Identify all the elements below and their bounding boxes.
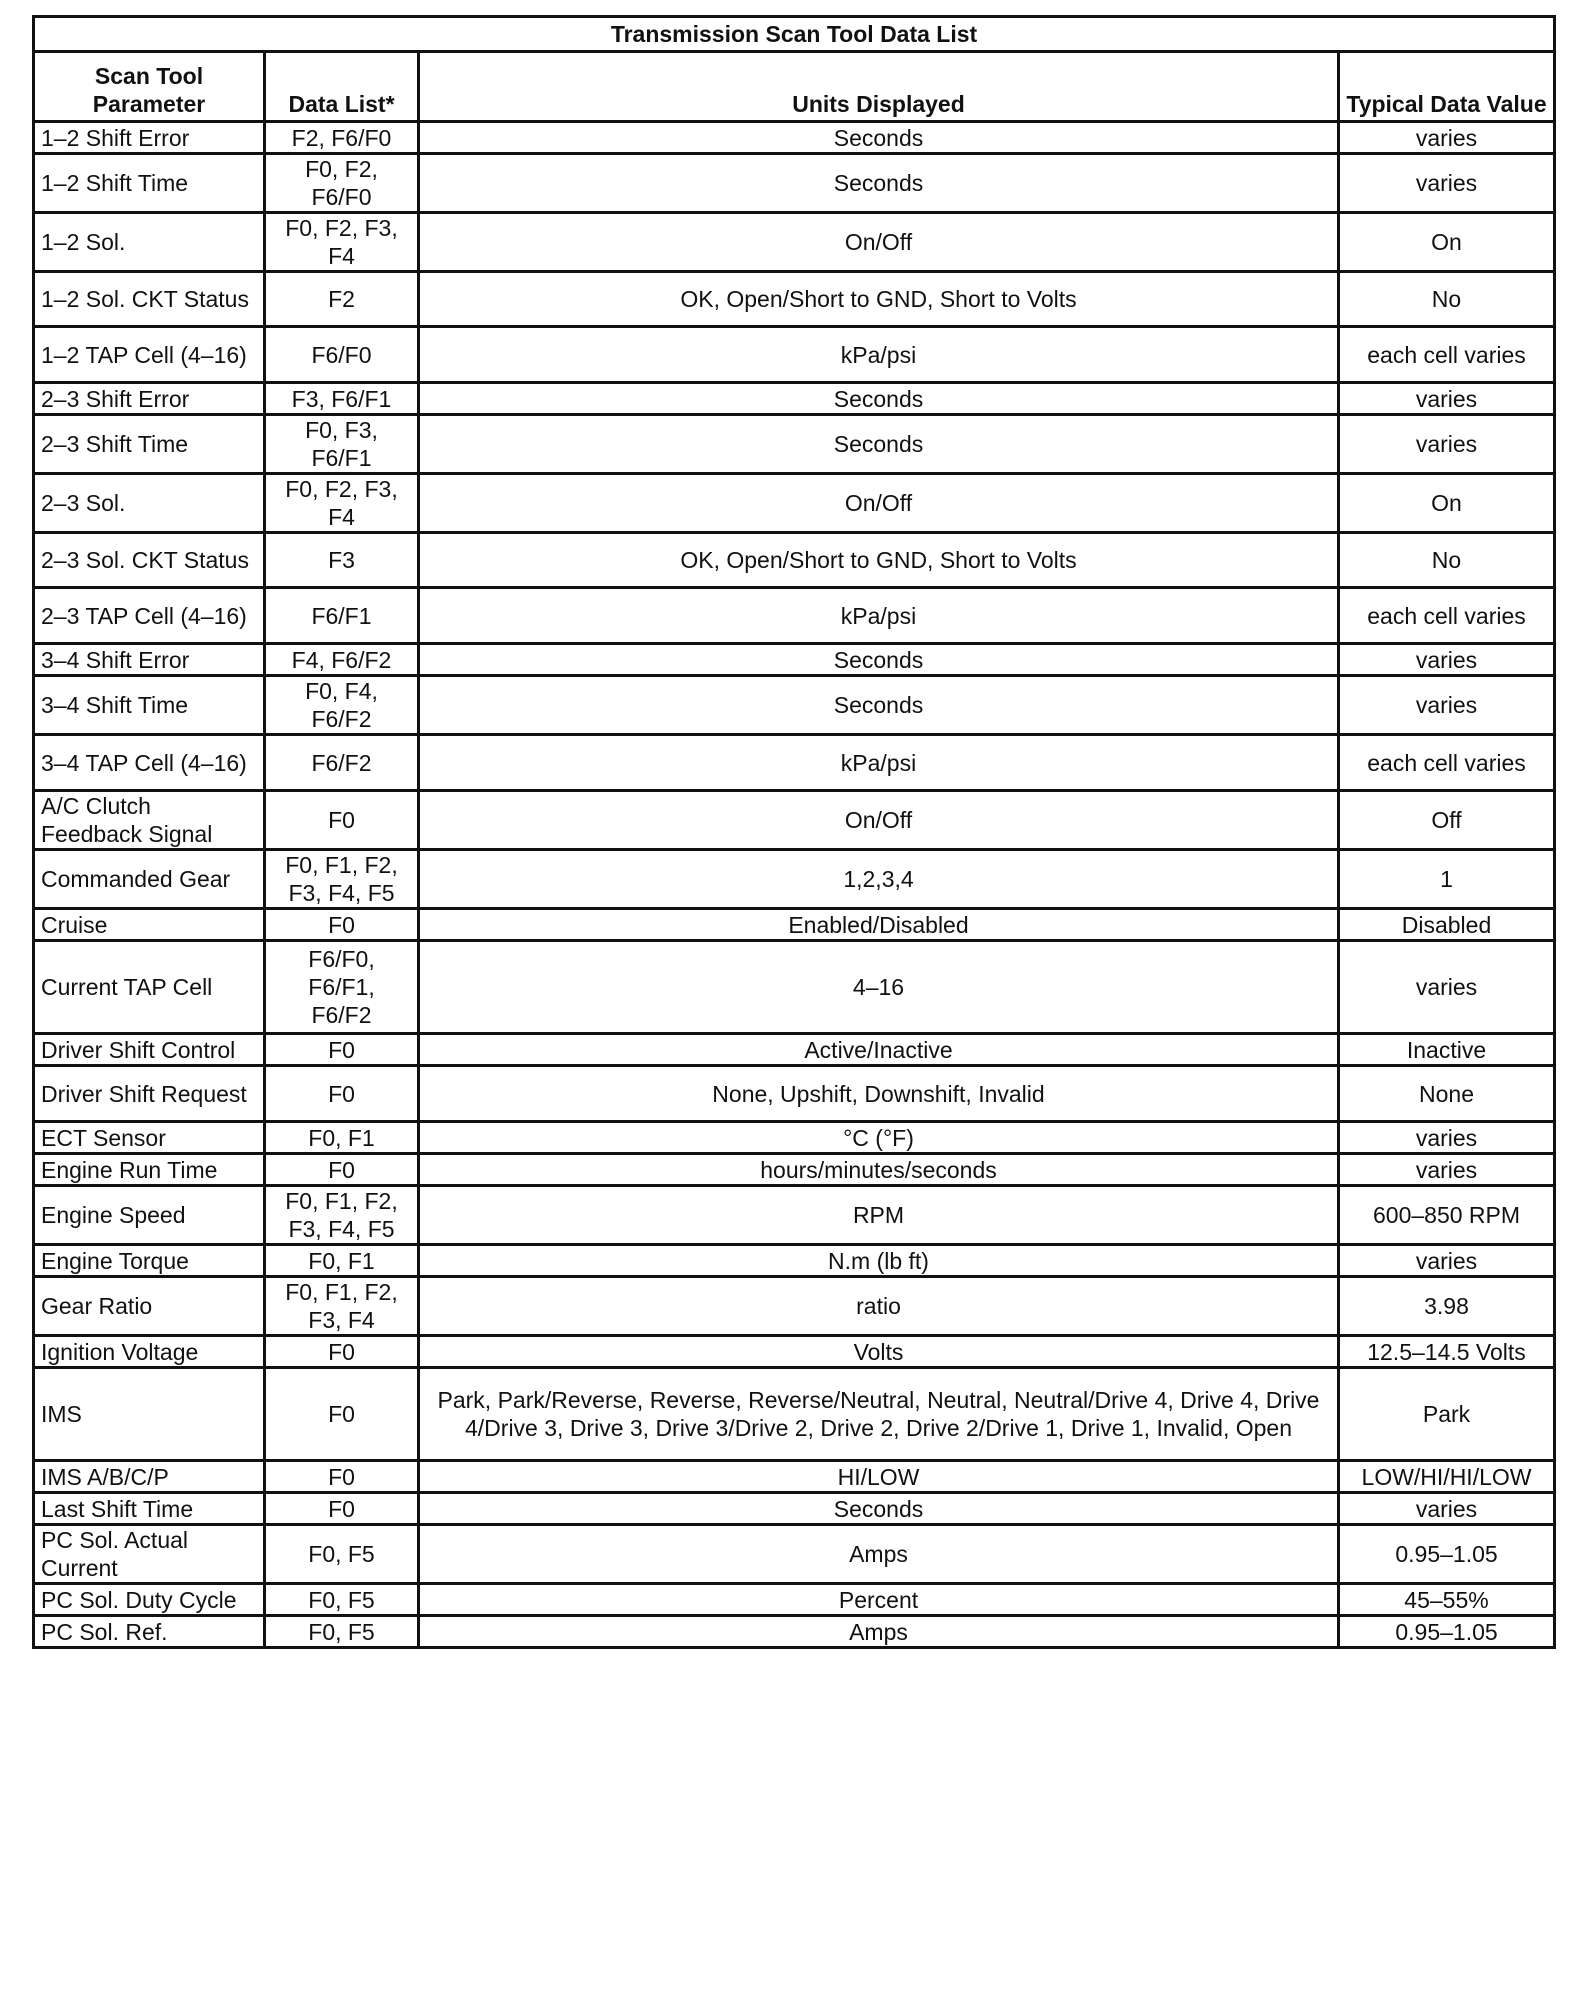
table-row [34, 941, 1555, 1034]
cell-data-list: F3, F6/F1 [265, 383, 419, 415]
cell-data-list: F0 [265, 1336, 419, 1368]
cell-parameter: 2–3 Sol. [34, 474, 265, 533]
cell-units: Seconds [419, 644, 1339, 676]
table-row [34, 272, 1555, 327]
cell-data-list: F6/F1 [265, 588, 419, 644]
cell-parameter: PC Sol. Ref. [34, 1616, 265, 1648]
cell-parameter: 3–4 TAP Cell (4–16) [34, 735, 265, 791]
cell-data-list: F0 [265, 1034, 419, 1066]
table-row [34, 474, 1555, 533]
cell-parameter: Engine Speed [34, 1186, 265, 1245]
table-row [34, 415, 1555, 474]
cell-units: Volts [419, 1336, 1339, 1368]
cell-typical: 12.5–14.5 Volts [1339, 1336, 1555, 1368]
cell-data-list: F0 [265, 1154, 419, 1186]
cell-typical: 0.95–1.05 [1339, 1616, 1555, 1648]
cell-data-list: F0, F5 [265, 1525, 419, 1584]
table-row [34, 644, 1555, 676]
cell-units: Seconds [419, 1493, 1339, 1525]
cell-typical: Inactive [1339, 1034, 1555, 1066]
table-row [34, 1368, 1555, 1461]
cell-units: On/Off [419, 791, 1339, 850]
cell-data-list: F0, F1 [265, 1122, 419, 1154]
table-row [34, 1066, 1555, 1122]
cell-units: Percent [419, 1584, 1339, 1616]
cell-parameter: 2–3 Shift Error [34, 383, 265, 415]
cell-typical: On [1339, 213, 1555, 272]
cell-units: °C (°F) [419, 1122, 1339, 1154]
cell-typical: LOW/HI/HI/LOW [1339, 1461, 1555, 1493]
cell-typical: On [1339, 474, 1555, 533]
cell-parameter: 2–3 TAP Cell (4–16) [34, 588, 265, 644]
cell-data-list: F0, F2, F3, F4 [265, 474, 419, 533]
cell-units: Seconds [419, 122, 1339, 154]
cell-units: Park, Park/Reverse, Reverse, Reverse/Neutral, Neutral, Neutral/Drive 4, Drive 4, Drive 4/Drive 3, Drive 3, Drive 3/Drive 2, Drive 2, Drive 2/Drive 1, Drive 1, Invalid, Open [419, 1368, 1339, 1461]
table-header-row [34, 52, 1555, 122]
cell-data-list: F0, F1 [265, 1245, 419, 1277]
cell-parameter: 2–3 Sol. CKT Status [34, 533, 265, 588]
cell-data-list: F0 [265, 791, 419, 850]
table-row [34, 735, 1555, 791]
table-row [34, 1493, 1555, 1525]
cell-typical: No [1339, 272, 1555, 327]
cell-units: RPM [419, 1186, 1339, 1245]
cell-parameter: PC Sol. Actual Current [34, 1525, 265, 1584]
cell-units: ratio [419, 1277, 1339, 1336]
cell-data-list: F0 [265, 1066, 419, 1122]
cell-typical: varies [1339, 941, 1555, 1034]
table-title: Transmission Scan Tool Data List [34, 17, 1555, 52]
cell-data-list: F6/F0 [265, 327, 419, 383]
cell-parameter: ECT Sensor [34, 1122, 265, 1154]
cell-data-list: F0, F1, F2, F3, F4 [265, 1277, 419, 1336]
header-units: Units Displayed [419, 52, 1339, 122]
cell-parameter: 1–2 Sol. [34, 213, 265, 272]
cell-units: N.m (lb ft) [419, 1245, 1339, 1277]
cell-typical: 0.95–1.05 [1339, 1525, 1555, 1584]
cell-units: OK, Open/Short to GND, Short to Volts [419, 533, 1339, 588]
table-row [34, 533, 1555, 588]
table-row [34, 383, 1555, 415]
header-data-list: Data List* [265, 52, 419, 122]
cell-typical: None [1339, 1066, 1555, 1122]
table-row [34, 1245, 1555, 1277]
table-row [34, 850, 1555, 909]
cell-units: kPa/psi [419, 735, 1339, 791]
cell-units: HI/LOW [419, 1461, 1339, 1493]
table-row [34, 1034, 1555, 1066]
cell-parameter: 2–3 Shift Time [34, 415, 265, 474]
cell-typical: No [1339, 533, 1555, 588]
cell-data-list: F3 [265, 533, 419, 588]
cell-typical: varies [1339, 1245, 1555, 1277]
cell-data-list: F2 [265, 272, 419, 327]
cell-units: Amps [419, 1525, 1339, 1584]
cell-typical: 3.98 [1339, 1277, 1555, 1336]
cell-units: On/Off [419, 213, 1339, 272]
cell-typical: varies [1339, 644, 1555, 676]
table-row [34, 154, 1555, 213]
cell-typical: 600–850 RPM [1339, 1186, 1555, 1245]
cell-parameter: 1–2 Sol. CKT Status [34, 272, 265, 327]
table-row [34, 909, 1555, 941]
cell-data-list: F0 [265, 1461, 419, 1493]
table-row [34, 1122, 1555, 1154]
cell-units: kPa/psi [419, 327, 1339, 383]
cell-typical: each cell varies [1339, 327, 1555, 383]
cell-units: OK, Open/Short to GND, Short to Volts [419, 272, 1339, 327]
table-row [34, 1186, 1555, 1245]
cell-parameter: Engine Run Time [34, 1154, 265, 1186]
cell-typical: varies [1339, 676, 1555, 735]
cell-parameter: IMS [34, 1368, 265, 1461]
cell-data-list: F0 [265, 1493, 419, 1525]
cell-parameter: 3–4 Shift Time [34, 676, 265, 735]
cell-units: hours/minutes/seconds [419, 1154, 1339, 1186]
table-row [34, 327, 1555, 383]
cell-typical: varies [1339, 1122, 1555, 1154]
cell-units: On/Off [419, 474, 1339, 533]
cell-data-list: F0 [265, 909, 419, 941]
scan-tool-data-table [32, 15, 1556, 1649]
data-list-sheet [32, 15, 1553, 1649]
cell-parameter: 1–2 Shift Time [34, 154, 265, 213]
cell-data-list: F0, F4, F6/F2 [265, 676, 419, 735]
cell-parameter: PC Sol. Duty Cycle [34, 1584, 265, 1616]
cell-units: Enabled/Disabled [419, 909, 1339, 941]
cell-parameter: 3–4 Shift Error [34, 644, 265, 676]
table-row [34, 1336, 1555, 1368]
cell-parameter: A/C Clutch Feedback Signal [34, 791, 265, 850]
cell-data-list: F2, F6/F0 [265, 122, 419, 154]
cell-parameter: Driver Shift Request [34, 1066, 265, 1122]
cell-parameter: Driver Shift Control [34, 1034, 265, 1066]
table-row [34, 1584, 1555, 1616]
cell-units: 1,2,3,4 [419, 850, 1339, 909]
table-row [34, 213, 1555, 272]
table-row [34, 1154, 1555, 1186]
table-row [34, 1525, 1555, 1584]
cell-units: Active/Inactive [419, 1034, 1339, 1066]
cell-parameter: Ignition Voltage [34, 1336, 265, 1368]
cell-data-list: F6/F2 [265, 735, 419, 791]
table-row [34, 676, 1555, 735]
cell-data-list: F0, F2, F6/F0 [265, 154, 419, 213]
cell-parameter: IMS A/B/C/P [34, 1461, 265, 1493]
cell-typical: 1 [1339, 850, 1555, 909]
cell-parameter: Current TAP Cell [34, 941, 265, 1034]
cell-data-list: F0, F5 [265, 1616, 419, 1648]
cell-units: None, Upshift, Downshift, Invalid [419, 1066, 1339, 1122]
cell-parameter: Cruise [34, 909, 265, 941]
cell-data-list: F0, F1, F2, F3, F4, F5 [265, 1186, 419, 1245]
cell-typical: varies [1339, 1493, 1555, 1525]
cell-typical: each cell varies [1339, 588, 1555, 644]
cell-units: Seconds [419, 415, 1339, 474]
cell-data-list: F0 [265, 1368, 419, 1461]
cell-typical: varies [1339, 154, 1555, 213]
table-row [34, 791, 1555, 850]
cell-parameter: Engine Torque [34, 1245, 265, 1277]
cell-units: 4–16 [419, 941, 1339, 1034]
cell-typical: Off [1339, 791, 1555, 850]
table-row [34, 122, 1555, 154]
cell-typical: Park [1339, 1368, 1555, 1461]
cell-typical: Disabled [1339, 909, 1555, 941]
cell-parameter: Last Shift Time [34, 1493, 265, 1525]
cell-data-list: F4, F6/F2 [265, 644, 419, 676]
table-row [34, 588, 1555, 644]
cell-typical: varies [1339, 1154, 1555, 1186]
cell-units: kPa/psi [419, 588, 1339, 644]
cell-units: Seconds [419, 154, 1339, 213]
header-typical: Typical Data Value [1339, 52, 1555, 122]
table-row [34, 1277, 1555, 1336]
cell-units: Seconds [419, 676, 1339, 735]
cell-typical: varies [1339, 383, 1555, 415]
cell-data-list: F0, F5 [265, 1584, 419, 1616]
cell-typical: varies [1339, 415, 1555, 474]
cell-data-list: F0, F2, F3, F4 [265, 213, 419, 272]
cell-data-list: F0, F1, F2, F3, F4, F5 [265, 850, 419, 909]
table-title-row [34, 17, 1555, 52]
table-row [34, 1616, 1555, 1648]
table-body [34, 122, 1555, 1648]
cell-data-list: F6/F0, F6/F1, F6/F2 [265, 941, 419, 1034]
cell-units: Amps [419, 1616, 1339, 1648]
cell-typical: each cell varies [1339, 735, 1555, 791]
table-row [34, 1461, 1555, 1493]
cell-typical: varies [1339, 122, 1555, 154]
cell-parameter: Commanded Gear [34, 850, 265, 909]
cell-parameter: 1–2 Shift Error [34, 122, 265, 154]
cell-parameter: 1–2 TAP Cell (4–16) [34, 327, 265, 383]
cell-parameter: Gear Ratio [34, 1277, 265, 1336]
cell-typical: 45–55% [1339, 1584, 1555, 1616]
cell-units: Seconds [419, 383, 1339, 415]
cell-data-list: F0, F3, F6/F1 [265, 415, 419, 474]
header-parameter: Scan Tool Parameter [34, 52, 265, 122]
